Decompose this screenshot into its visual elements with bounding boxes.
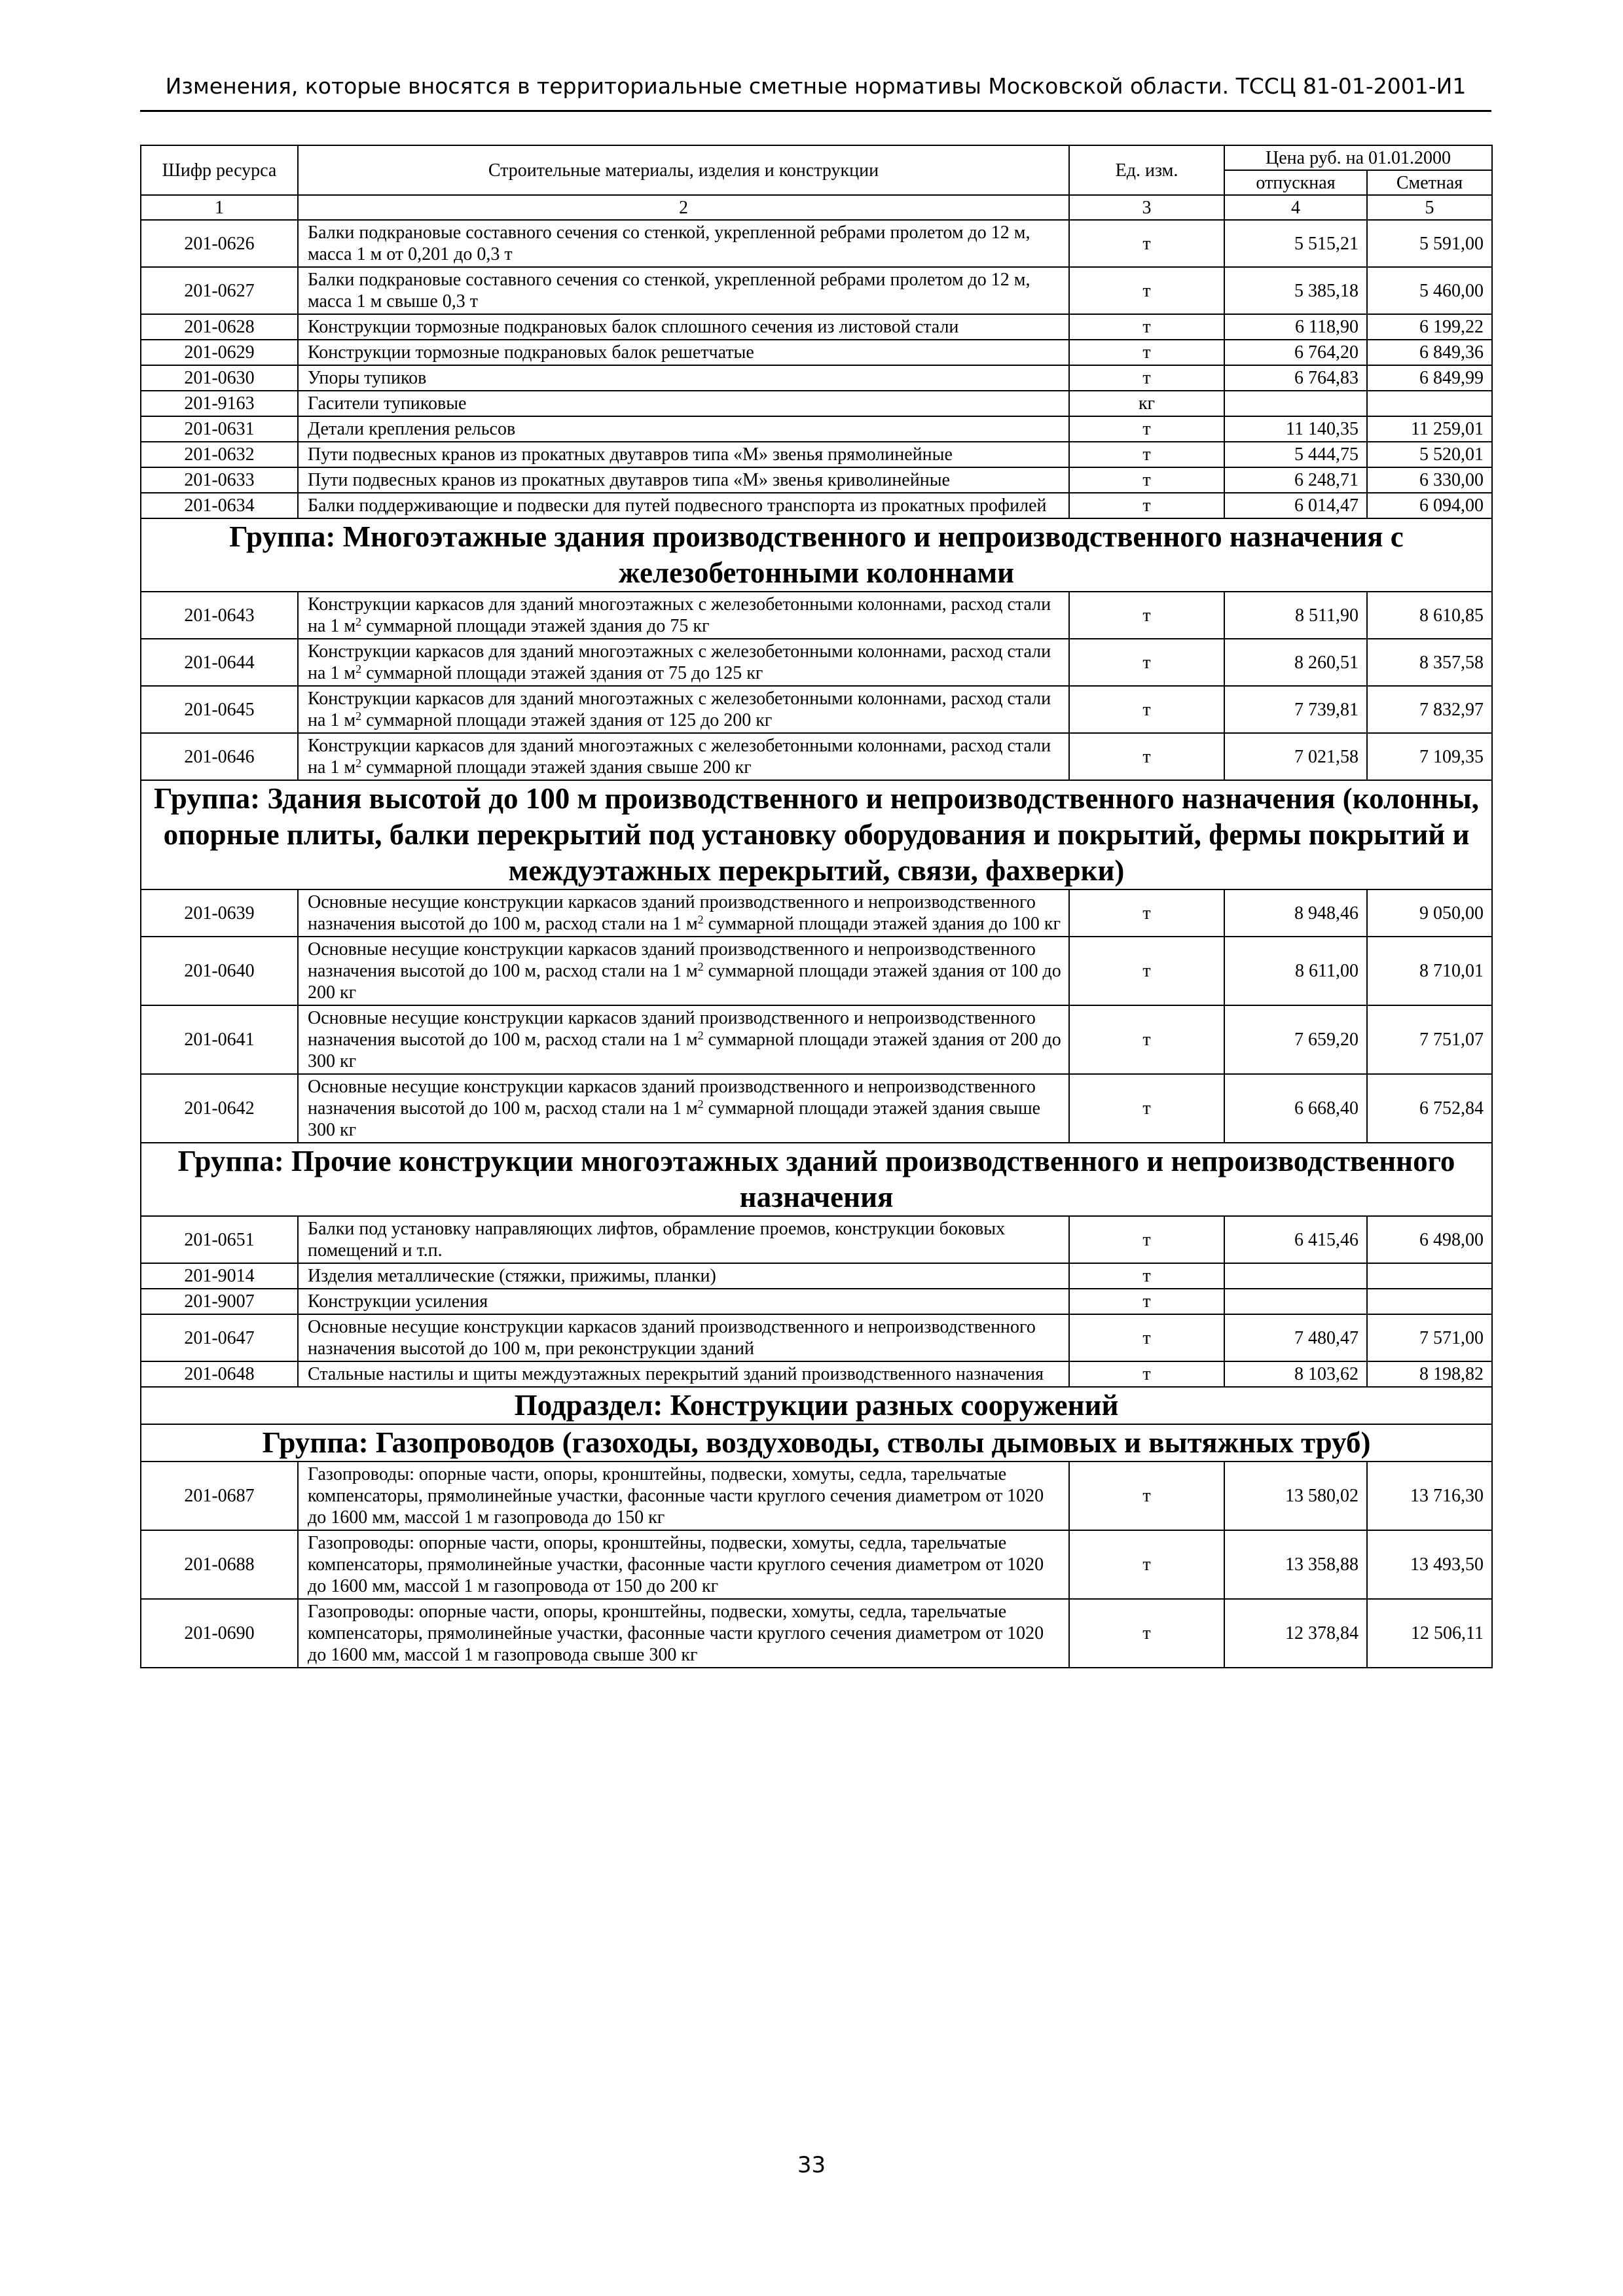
price-release: 5 385,18 [1224, 267, 1367, 314]
column-number-row [141, 195, 1492, 220]
price-release: 6 764,83 [1224, 365, 1367, 391]
resource-name: Основные несущие конструкции каркасов зданий производственного и непроизводственного назначения высотой до 100 м, расход стали на 1 $м^2$ суммарной площади этажей здания от 100 до 200 кг [298, 937, 1069, 1005]
resource-name: Газопроводы: опорные части, опоры, кронштейны, подвески, хомуты, седла, тарельчатые компенсаторы, прямолинейные участки, фасонные части круглого сечения диаметром от 1020 до 1600 мм, массой 1 м газопровода от 150 до 200 кг [298, 1530, 1069, 1599]
price-estimate: 7 832,97 [1367, 686, 1492, 733]
price-release: 6 118,90 [1224, 314, 1367, 340]
table-row [141, 1314, 1492, 1361]
resource-unit: т [1069, 467, 1224, 493]
resource-name: Основные несущие конструкции каркасов зданий производственного и непроизводственного назначения высотой до 100 м, расход стали на 1 $м^2$ суммарной площади этажей здания свыше 300 кг [298, 1074, 1069, 1143]
price-release: 8 260,51 [1224, 639, 1367, 686]
resource-code: 201-0631 [141, 416, 298, 442]
table-row [141, 889, 1492, 937]
price-release: 7 659,20 [1224, 1005, 1367, 1074]
resource-name: Конструкции каркасов для зданий многоэтажных с железобетонными колоннами, расход стали на 1 $м^2$ суммарной площади этажей здания от 75 до 125 кг [298, 639, 1069, 686]
table-row [141, 391, 1492, 416]
resource-name: Балки подкрановые составного сечения со стенкой, укрепленной ребрами пролетом до 12 м, масса 1 м свыше 0,3 т [298, 267, 1069, 314]
price-estimate: 6 330,00 [1367, 467, 1492, 493]
price-release: 8 948,46 [1224, 889, 1367, 937]
price-release: 8 611,00 [1224, 937, 1367, 1005]
page-number: 33 [797, 2152, 826, 2178]
resource-code: 201-0688 [141, 1530, 298, 1599]
col-header-price-group: Цена руб. на 01.01.2000 [1224, 145, 1492, 170]
resource-code: 201-0690 [141, 1599, 298, 1668]
table-row [141, 1216, 1492, 1263]
table-row [141, 416, 1492, 442]
group-heading-row [141, 1387, 1492, 1424]
resource-unit: т [1069, 1216, 1224, 1263]
table-row [141, 592, 1492, 639]
resource-name: Упоры тупиков [298, 365, 1069, 391]
col-number: 4 [1224, 195, 1367, 220]
price-release: 7 739,81 [1224, 686, 1367, 733]
price-estimate: 8 357,58 [1367, 639, 1492, 686]
resource-code: 201-9163 [141, 391, 298, 416]
resource-name: Основные несущие конструкции каркасов зданий производственного и непроизводственного назначения высотой до 100 м, расход стали на 1 $м^2$ суммарной площади этажей здания от 200 до 300 кг [298, 1005, 1069, 1074]
resource-code: 201-0647 [141, 1314, 298, 1361]
price-release [1224, 1263, 1367, 1289]
price-release [1224, 1289, 1367, 1314]
table-row [141, 314, 1492, 340]
table-row [141, 733, 1492, 780]
table-row [141, 937, 1492, 1005]
resource-name: Балки поддерживающие и подвески для путей подвесного транспорта из прокатных профилей [298, 493, 1069, 518]
resource-name: Газопроводы: опорные части, опоры, кронштейны, подвески, хомуты, седла, тарельчатые компенсаторы, прямолинейные участки, фасонные части круглого сечения диаметром от 1020 до 1600 мм, массой 1 м газопровода свыше 300 кг [298, 1599, 1069, 1668]
resource-unit: т [1069, 1361, 1224, 1387]
resource-code: 201-9014 [141, 1263, 298, 1289]
col-header-code: Шифр ресурса [141, 145, 298, 195]
group-heading: Группа: Прочие конструкции многоэтажных зданий производственного и непроизводственного назначения [141, 1143, 1492, 1216]
resource-code: 201-0627 [141, 267, 298, 314]
group-heading: Группа: Многоэтажные здания производственного и непроизводственного назначения с железобетонными колоннами [141, 518, 1492, 592]
resource-code: 201-9007 [141, 1289, 298, 1314]
price-release: 5 515,21 [1224, 220, 1367, 267]
price-estimate: 6 752,84 [1367, 1074, 1492, 1143]
col-header-release: отпускная [1224, 170, 1367, 195]
table-row [141, 365, 1492, 391]
col-number: 3 [1069, 195, 1224, 220]
price-estimate: 6 094,00 [1367, 493, 1492, 518]
resource-unit: т [1069, 1289, 1224, 1314]
resource-unit: т [1069, 1462, 1224, 1530]
group-heading-row [141, 780, 1492, 889]
resource-code: 201-0646 [141, 733, 298, 780]
price-estimate [1367, 1289, 1492, 1314]
price-release [1224, 391, 1367, 416]
table-body [141, 220, 1492, 1668]
resource-code: 201-0632 [141, 442, 298, 467]
price-release: 6 668,40 [1224, 1074, 1367, 1143]
resource-unit: т [1069, 365, 1224, 391]
price-release: 6 764,20 [1224, 340, 1367, 365]
table-row [141, 1005, 1492, 1074]
price-estimate: 8 610,85 [1367, 592, 1492, 639]
resource-name: Конструкции тормозные подкрановых балок решетчатые [298, 340, 1069, 365]
resource-name: Детали крепления рельсов [298, 416, 1069, 442]
resource-code: 201-0640 [141, 937, 298, 1005]
table-row [141, 686, 1492, 733]
resource-unit: т [1069, 733, 1224, 780]
table-row [141, 442, 1492, 467]
resource-unit: т [1069, 1074, 1224, 1143]
resource-unit: т [1069, 937, 1224, 1005]
price-release: 5 444,75 [1224, 442, 1367, 467]
table-row [141, 1263, 1492, 1289]
resource-unit: т [1069, 889, 1224, 937]
resource-code: 201-0641 [141, 1005, 298, 1074]
price-release: 12 378,84 [1224, 1599, 1367, 1668]
price-estimate: 13 493,50 [1367, 1530, 1492, 1599]
table-row [141, 1361, 1492, 1387]
price-estimate: 5 520,01 [1367, 442, 1492, 467]
price-estimate [1367, 391, 1492, 416]
resource-code: 201-0651 [141, 1216, 298, 1263]
resource-name: Основные несущие конструкции каркасов зданий производственного и непроизводственного назначения высотой до 100 м, при реконструкции зданий [298, 1314, 1069, 1361]
table-row [141, 1289, 1492, 1314]
resource-code: 201-0643 [141, 592, 298, 639]
header-rule [140, 110, 1491, 112]
resource-name: Гасители тупиковые [298, 391, 1069, 416]
resource-unit: т [1069, 493, 1224, 518]
price-release: 11 140,35 [1224, 416, 1367, 442]
resource-unit: т [1069, 1599, 1224, 1668]
price-estimate: 6 849,99 [1367, 365, 1492, 391]
resource-name: Балки под установку направляющих лифтов, обрамление проемов, конструкции боковых помещений и т.п. [298, 1216, 1069, 1263]
price-estimate: 8 198,82 [1367, 1361, 1492, 1387]
group-heading: Группа: Здания высотой до 100 м производственного и непроизводственного назначения (колонны, опорные плиты, балки перекрытий под установку оборудования и покрытий, фермы покрытий и междуэтажных перекрытий, связи, фахверки) [141, 780, 1492, 889]
resource-unit: т [1069, 340, 1224, 365]
resource-unit: т [1069, 686, 1224, 733]
price-release: 13 358,88 [1224, 1530, 1367, 1599]
group-heading: Группа: Газопроводов (газоходы, воздуховоды, стволы дымовых и вытяжных труб) [141, 1424, 1492, 1462]
resource-name: Пути подвесных кранов из прокатных двутавров типа «М» звенья криволинейные [298, 467, 1069, 493]
price-release: 8 103,62 [1224, 1361, 1367, 1387]
resource-unit: т [1069, 1314, 1224, 1361]
resource-code: 201-0633 [141, 467, 298, 493]
table-row [141, 267, 1492, 314]
table-row [141, 467, 1492, 493]
resource-unit: т [1069, 220, 1224, 267]
resource-unit: т [1069, 592, 1224, 639]
resource-name: Пути подвесных кранов из прокатных двутавров типа «М» звенья прямолинейные [298, 442, 1069, 467]
resource-unit: т [1069, 639, 1224, 686]
col-header-estimate: Сметная [1367, 170, 1492, 195]
resource-code: 201-0628 [141, 314, 298, 340]
resource-name: Конструкции тормозные подкрановых балок сплошного сечения из листовой стали [298, 314, 1069, 340]
resource-code: 201-0645 [141, 686, 298, 733]
table-row [141, 639, 1492, 686]
price-release: 6 014,47 [1224, 493, 1367, 518]
resource-code: 201-0687 [141, 1462, 298, 1530]
col-number: 5 [1367, 195, 1492, 220]
price-estimate: 8 710,01 [1367, 937, 1492, 1005]
resource-unit: т [1069, 442, 1224, 467]
price-estimate: 6 498,00 [1367, 1216, 1492, 1263]
col-header-name: Строительные материалы, изделия и конструкции [298, 145, 1069, 195]
resource-name: Конструкции каркасов для зданий многоэтажных с железобетонными колоннами, расход стали на 1 $м^2$ суммарной площади этажей здания свыше 200 кг [298, 733, 1069, 780]
table-row [141, 493, 1492, 518]
resource-code: 201-0644 [141, 639, 298, 686]
resource-name: Стальные настилы и щиты междуэтажных перекрытий зданий производственного назначения [298, 1361, 1069, 1387]
price-release: 13 580,02 [1224, 1462, 1367, 1530]
resource-unit: т [1069, 1005, 1224, 1074]
resource-name: Конструкции каркасов для зданий многоэтажных с железобетонными колоннами, расход стали на 1 $м^2$ суммарной площади этажей здания до 75 кг [298, 592, 1069, 639]
price-estimate: 9 050,00 [1367, 889, 1492, 937]
resource-code: 201-0629 [141, 340, 298, 365]
resource-code: 201-0630 [141, 365, 298, 391]
resource-code: 201-0648 [141, 1361, 298, 1387]
price-release: 7 480,47 [1224, 1314, 1367, 1361]
table-row [141, 1462, 1492, 1530]
price-estimate [1367, 1263, 1492, 1289]
resource-name: Балки подкрановые составного сечения со стенкой, укрепленной ребрами пролетом до 12 м, масса 1 м от 0,201 до 0,3 т [298, 220, 1069, 267]
price-estimate: 11 259,01 [1367, 416, 1492, 442]
price-release: 8 511,90 [1224, 592, 1367, 639]
table-row [141, 340, 1492, 365]
resource-unit: т [1069, 416, 1224, 442]
group-heading-row [141, 518, 1492, 592]
resource-name: Конструкции усиления [298, 1289, 1069, 1314]
col-number: 2 [298, 195, 1069, 220]
group-heading: Подраздел: Конструкции разных сооружений [141, 1387, 1492, 1424]
price-estimate: 13 716,30 [1367, 1462, 1492, 1530]
resource-unit: кг [1069, 391, 1224, 416]
resource-code: 201-0639 [141, 889, 298, 937]
table-row [141, 220, 1492, 267]
page-header: Изменения, которые вносятся в территориальные сметные нормативы Московской области. ТССЦ 81-01-2001-И1 [165, 73, 1467, 99]
resource-unit: т [1069, 267, 1224, 314]
price-release: 6 248,71 [1224, 467, 1367, 493]
price-estimate: 12 506,11 [1367, 1599, 1492, 1668]
price-estimate: 7 109,35 [1367, 733, 1492, 780]
price-estimate: 6 849,36 [1367, 340, 1492, 365]
price-estimate: 7 751,07 [1367, 1005, 1492, 1074]
table-row [141, 1599, 1492, 1668]
resource-name: Изделия металлические (стяжки, прижимы, планки) [298, 1263, 1069, 1289]
resource-name: Конструкции каркасов для зданий многоэтажных с железобетонными колоннами, расход стали на 1 $м^2$ суммарной площади этажей здания от 125 до 200 кг [298, 686, 1069, 733]
price-estimate: 5 591,00 [1367, 220, 1492, 267]
price-estimate: 5 460,00 [1367, 267, 1492, 314]
col-header-unit: Ед. изм. [1069, 145, 1224, 195]
price-release: 7 021,58 [1224, 733, 1367, 780]
group-heading-row [141, 1143, 1492, 1216]
price-estimate: 7 571,00 [1367, 1314, 1492, 1361]
price-release: 6 415,46 [1224, 1216, 1367, 1263]
resource-code: 201-0626 [141, 220, 298, 267]
resource-name: Газопроводы: опорные части, опоры, кронштейны, подвески, хомуты, седла, тарельчатые компенсаторы, прямолинейные участки, фасонные части круглого сечения диаметром от 1020 до 1600 мм, массой 1 м газопровода до 150 кг [298, 1462, 1069, 1530]
resource-unit: т [1069, 1263, 1224, 1289]
table-row [141, 1530, 1492, 1599]
resource-code: 201-0642 [141, 1074, 298, 1143]
price-table [140, 145, 1493, 1668]
col-number: 1 [141, 195, 298, 220]
group-heading-row [141, 1424, 1492, 1462]
resource-unit: т [1069, 1530, 1224, 1599]
resource-code: 201-0634 [141, 493, 298, 518]
resource-name: Основные несущие конструкции каркасов зданий производственного и непроизводственного назначения высотой до 100 м, расход стали на 1 $м^2$ суммарной площади этажей здания до 100 кг [298, 889, 1069, 937]
price-estimate: 6 199,22 [1367, 314, 1492, 340]
resource-unit: т [1069, 314, 1224, 340]
table-row [141, 1074, 1492, 1143]
